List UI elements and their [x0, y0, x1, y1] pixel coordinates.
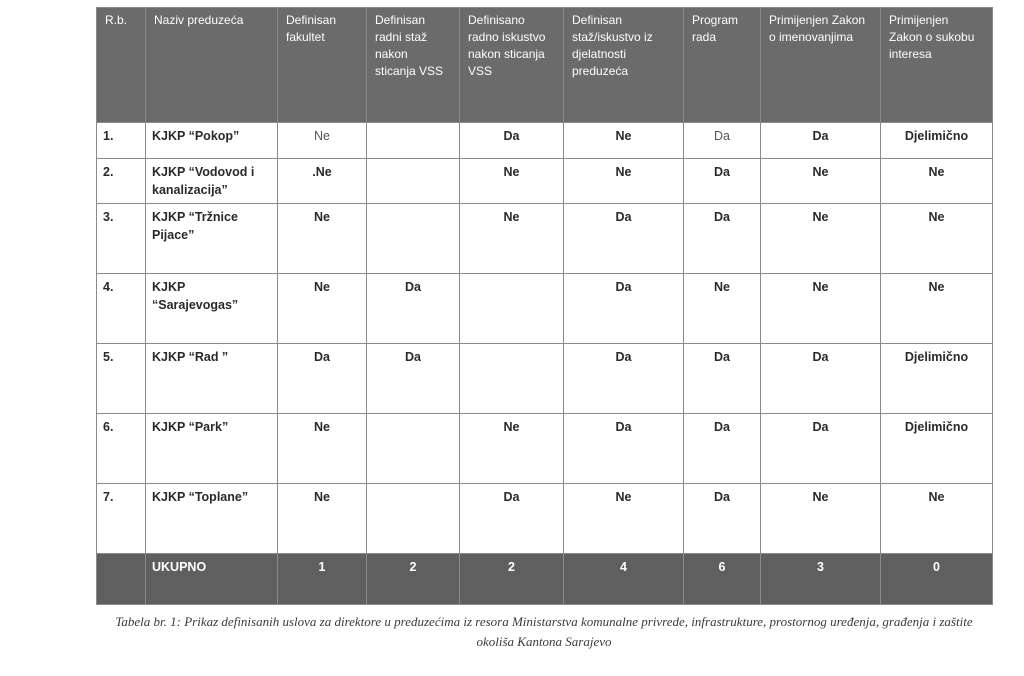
header-conflict-of-interest-law: Primijenjen Zakon o sukobu interesa	[881, 8, 993, 123]
company-name-cell: KJKP “Sarajevogas”	[146, 274, 278, 344]
value-cell: Da	[564, 204, 684, 274]
table-row	[97, 344, 993, 414]
company-name-cell: KJKP “Tržnice Pijace”	[146, 204, 278, 274]
row-number-cell: 7.	[97, 484, 146, 554]
value-cell: .Ne	[278, 159, 367, 204]
header-industry-experience: Definisan staž/iskustvo iz djelatnosti preduzeća	[564, 8, 684, 123]
value-cell: Ne	[761, 484, 881, 554]
value-cell: Ne	[761, 159, 881, 204]
value-cell: Ne	[278, 123, 367, 159]
value-cell: Ne	[460, 414, 564, 484]
value-cell: Da	[564, 274, 684, 344]
table-caption: Tabela br. 1: Prikaz definisanih uslova za direktore u preduzećima iz resora Ministarstva komunalne privrede, infrastrukture, prostornog uređenja, građenja i zaštite okoliša Kantona Sarajevo	[115, 614, 973, 649]
header-appointments-law: Primijenjen Zakon o imenovanjima	[761, 8, 881, 123]
row-number-cell: 4.	[97, 274, 146, 344]
company-name-cell: KJKP “Toplane”	[146, 484, 278, 554]
value-cell: Ne	[278, 274, 367, 344]
value-cell	[367, 414, 460, 484]
value-cell: Ne	[761, 204, 881, 274]
value-cell: Da	[761, 414, 881, 484]
company-name-cell: KJKP “Rad ”	[146, 344, 278, 414]
value-cell: Ne	[881, 204, 993, 274]
company-name-cell: KJKP “Vodovod i kanalizacija”	[146, 159, 278, 204]
value-cell: Da	[684, 204, 761, 274]
value-cell: Da	[278, 344, 367, 414]
value-cell: Da	[761, 123, 881, 159]
table-row	[97, 159, 993, 204]
value-cell: Da	[564, 344, 684, 414]
value-cell	[460, 274, 564, 344]
value-cell: Ne	[278, 484, 367, 554]
value-cell: Da	[367, 274, 460, 344]
value-cell: Da	[684, 159, 761, 204]
value-cell: Ne	[278, 204, 367, 274]
table-row	[97, 414, 993, 484]
value-cell: Da	[684, 344, 761, 414]
value-cell: Ne	[460, 204, 564, 274]
value-cell: Ne	[564, 484, 684, 554]
total-cell: 6	[684, 554, 761, 605]
value-cell: Ne	[881, 159, 993, 204]
row-number-cell: 2.	[97, 159, 146, 204]
total-rb-cell	[97, 554, 146, 605]
total-cell: 1	[278, 554, 367, 605]
header-faculty: Definisan fakultet	[278, 8, 367, 123]
header-work-experience: Definisan radni staž nakon sticanja VSS	[367, 8, 460, 123]
row-number-cell: 1.	[97, 123, 146, 159]
row-number-cell: 5.	[97, 344, 146, 414]
value-cell: Da	[460, 484, 564, 554]
table-row	[97, 204, 993, 274]
value-cell: Da	[684, 484, 761, 554]
value-cell	[367, 484, 460, 554]
header-rb: R.b.	[97, 8, 146, 123]
value-cell: Da	[460, 123, 564, 159]
value-cell: Ne	[278, 414, 367, 484]
value-cell: Ne	[881, 484, 993, 554]
header-company-name: Naziv preduzeća	[146, 8, 278, 123]
header-work-experience-vss: Definisano radno iskustvo nakon sticanja VSS	[460, 8, 564, 123]
value-cell: Djelimično	[881, 414, 993, 484]
header-work-program: Program rada	[684, 8, 761, 123]
table-row	[97, 484, 993, 554]
value-cell: Da	[684, 123, 761, 159]
conditions-table	[96, 7, 993, 605]
value-cell	[367, 123, 460, 159]
value-cell: Ne	[684, 274, 761, 344]
value-cell	[367, 204, 460, 274]
value-cell	[460, 344, 564, 414]
total-cell: 3	[761, 554, 881, 605]
value-cell: Djelimično	[881, 344, 993, 414]
table-row	[97, 274, 993, 344]
value-cell: Ne	[881, 274, 993, 344]
value-cell: Ne	[564, 159, 684, 204]
total-cell: 4	[564, 554, 684, 605]
total-cell: 2	[367, 554, 460, 605]
total-label: UKUPNO	[146, 554, 278, 605]
value-cell: Da	[367, 344, 460, 414]
value-cell: Djelimično	[881, 123, 993, 159]
row-number-cell: 6.	[97, 414, 146, 484]
value-cell: Da	[684, 414, 761, 484]
company-name-cell: KJKP “Pokop”	[146, 123, 278, 159]
value-cell: Ne	[564, 123, 684, 159]
value-cell: Ne	[761, 274, 881, 344]
total-row	[97, 554, 993, 605]
header-row	[97, 8, 993, 123]
value-cell	[367, 159, 460, 204]
row-number-cell: 3.	[97, 204, 146, 274]
total-cell: 2	[460, 554, 564, 605]
value-cell: Da	[761, 344, 881, 414]
total-cell: 0	[881, 554, 993, 605]
company-name-cell: KJKP “Park”	[146, 414, 278, 484]
value-cell: Ne	[460, 159, 564, 204]
value-cell: Da	[564, 414, 684, 484]
table-row	[97, 123, 993, 159]
